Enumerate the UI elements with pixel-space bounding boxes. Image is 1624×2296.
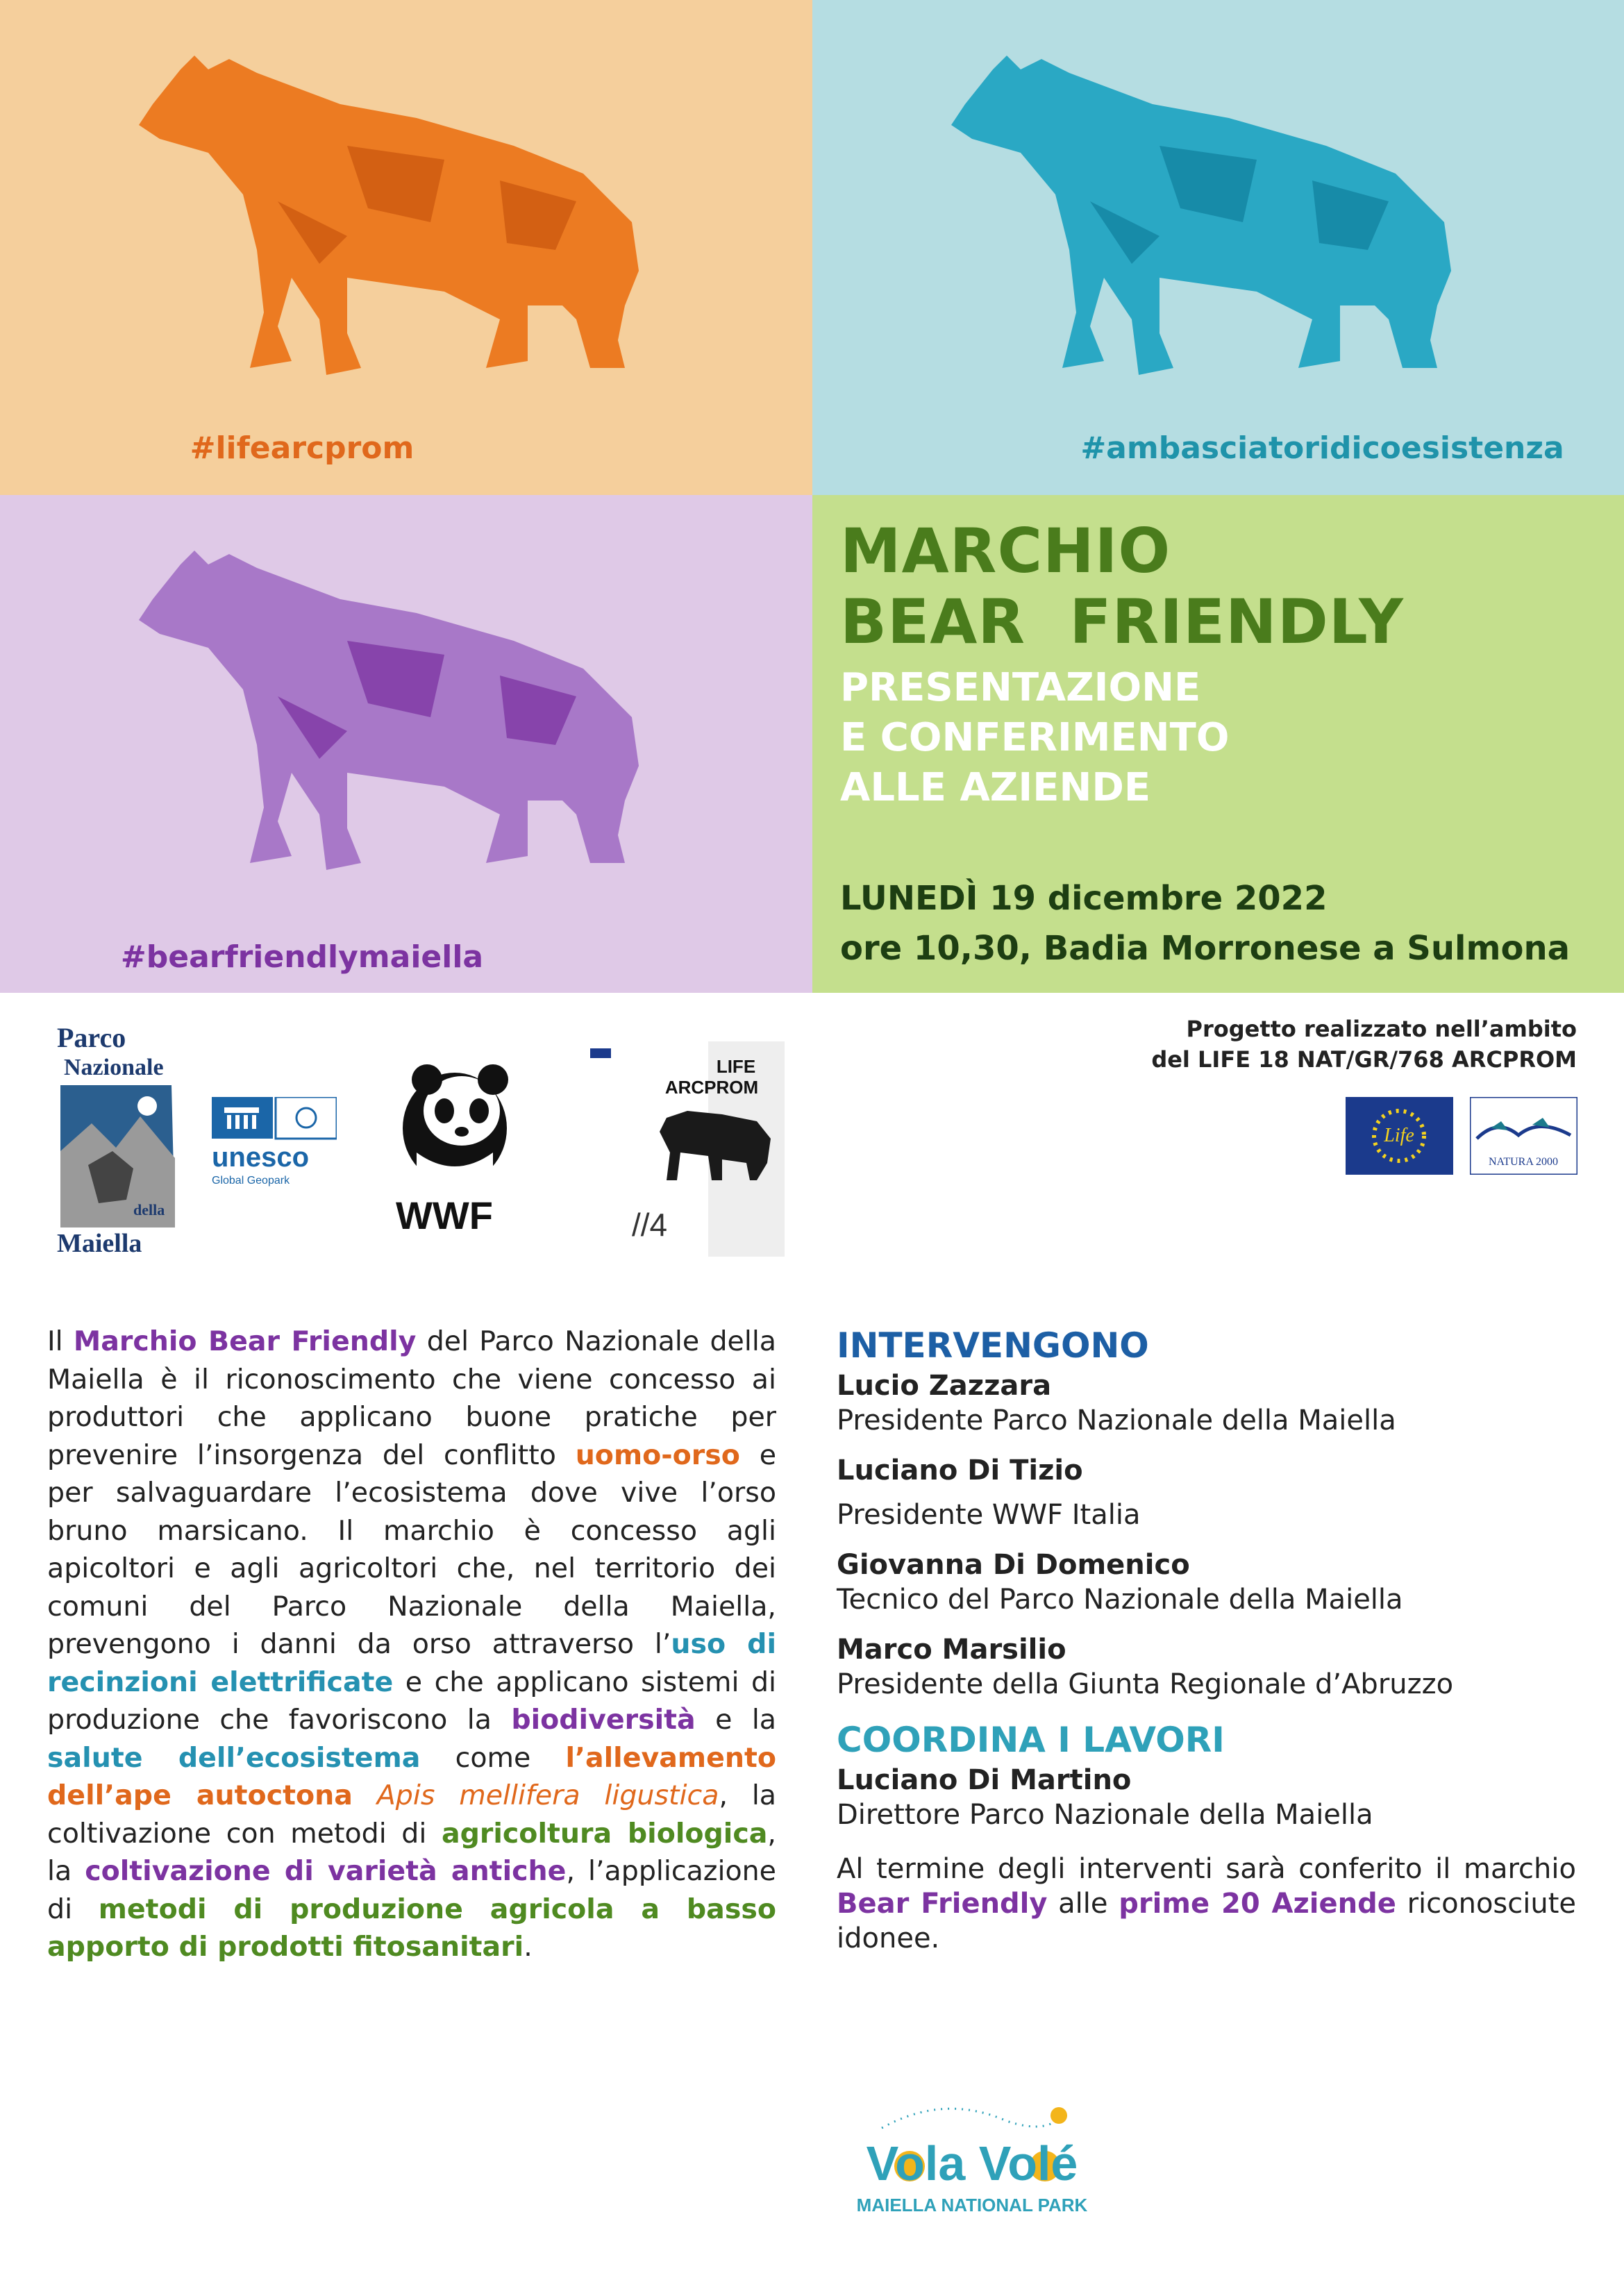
orange-bear-panel: [0, 0, 812, 495]
life-number-mark: //4: [632, 1207, 668, 1243]
closing-paragraph: [837, 1852, 1576, 1956]
speaker-item: [837, 1368, 1576, 1438]
speaker-role: Presidente della Giunta Regionale d’Abruzzo: [837, 1668, 1454, 1700]
subtitle-line-3: ALLE AZIENDE: [840, 765, 1151, 810]
highlight-prime-aziende: prime 20 Aziende: [1119, 1888, 1396, 1920]
purple-bear-illustration: [139, 537, 667, 912]
life-line1: LIFE: [716, 1056, 756, 1077]
coordinator-role: Direttore Parco Nazionale della Maiella: [837, 1799, 1373, 1831]
parco-line1: Parco: [57, 1022, 126, 1053]
speaker-item: [837, 1548, 1576, 1617]
unesco-subtext: Global Geopark: [212, 1175, 290, 1187]
eu-life-text: Life: [1384, 1125, 1414, 1146]
body-text: [353, 1779, 377, 1811]
coord-heading: COORDINA I LAVORI: [837, 1720, 1225, 1760]
speakers-section: [837, 1323, 1576, 1956]
highlight-marchio: Marchio Bear Friendly: [73, 1325, 417, 1357]
unesco-text: unesco: [212, 1142, 310, 1173]
speaker-role: Presidente Parco Nazionale della Maiella: [837, 1405, 1396, 1436]
hashtag-ambasciatoridicoesistenza: #ambasciatoridicoesistenza: [1080, 430, 1564, 466]
event-date-place: [840, 873, 1570, 973]
event-subtitle: [840, 663, 1229, 813]
title-line-1: MARCHIO: [840, 515, 1171, 587]
unesco-logo: [212, 1097, 337, 1187]
hashtag-lifearcprom: #lifearcprom: [190, 430, 415, 466]
natura-text: NATURA 2000: [1488, 1156, 1559, 1168]
description-paragraph: [47, 1323, 776, 1966]
highlight-bear-friendly: Bear Friendly: [837, 1888, 1048, 1920]
body-text: .: [524, 1931, 533, 1963]
wwf-text: WWF: [396, 1193, 493, 1236]
closing-text: Al termine degli interventi sarà conferito il marchio: [837, 1853, 1576, 1885]
life-arcprom-logo: [583, 1041, 785, 1257]
event-title: [840, 516, 1404, 657]
body-text: , la: [47, 1817, 776, 1887]
purple-bear-panel: [0, 495, 812, 993]
closing-text: alle: [1047, 1888, 1119, 1920]
highlight-salute: salute dell’ecosistema: [47, 1741, 421, 1774]
vola-vole-text: Vola Volé: [866, 2136, 1078, 2190]
body-text: , l’applicazione di: [47, 1855, 776, 1925]
speaker-name: Lucio Zazzara: [837, 1370, 1052, 1402]
project-line-1: Progetto realizzato nell’ambito: [1186, 1016, 1577, 1042]
blue-bear-illustration: [951, 42, 1479, 417]
event-title-panel: [812, 495, 1624, 993]
highlight-apis: Apis mellifera ligustica: [376, 1779, 719, 1811]
body-text: , la coltivazione con metodi di: [47, 1779, 777, 1850]
highlight-metodi: metodi di produzione agricola a basso apporto di prodotti fitosanitari: [47, 1893, 776, 1963]
life-line2: ARCPROM: [664, 1077, 759, 1098]
natura-2000-logo: [1470, 1097, 1577, 1175]
body-text: e che applicano sistemi di produzione che favoriscono la: [47, 1666, 776, 1736]
eu-life-logo: [1346, 1097, 1453, 1175]
speaker-item: [837, 1453, 1576, 1532]
highlight-varieta: coltivazione di varietà antiche: [85, 1855, 567, 1887]
subtitle-line-2: E CONFERIMENTO: [840, 715, 1230, 760]
blue-bear-panel: [812, 0, 1624, 495]
body-text: del Parco Nazionale della Maiella è il riconoscimento che viene concesso ai produttori che applicano buone pratiche per prevenire l’insorgenza del conflitto: [47, 1325, 776, 1471]
speaker-name: Giovanna Di Domenico: [837, 1549, 1190, 1581]
highlight-recinzioni: uso di recinzioni elettrificate: [47, 1628, 776, 1698]
event-date: LUNEDÌ 19 dicembre 2022: [840, 879, 1328, 918]
speaker-name: Luciano Di Tizio: [837, 1455, 1083, 1486]
project-line-2: del LIFE 18 NAT/GR/768 ARCPROM: [1151, 1046, 1577, 1073]
subtitle-line-1: PRESENTAZIONE: [840, 665, 1201, 710]
parco-line2: Nazionale: [64, 1055, 164, 1080]
project-note: [1151, 1014, 1577, 1075]
highlight-biodiversita: biodiversità: [511, 1704, 696, 1736]
hashtag-bearfriendlymaiella: #bearfriendlymaiella: [120, 939, 484, 975]
parco-maiella: Maiella: [57, 1229, 142, 1258]
vola-vole-logo: [840, 2100, 1104, 2225]
coordinator-name: Luciano Di Martino: [837, 1764, 1132, 1796]
wwf-panda-logo: [389, 1062, 521, 1236]
parco-maiella-logo: [50, 1019, 189, 1259]
highlight-agricoltura: agricoltura biologica: [441, 1817, 768, 1850]
logos-row: [0, 993, 1624, 1284]
event-time-place: ore 10,30, Badia Morronese a Sulmona: [840, 929, 1571, 968]
body-text: e per salvaguardare l’ecosistema dove vive l’orso bruno marsicano. Il marchio è concesso agli apicoltori e agli agricoltori che, nel territorio dei comuni del Parco Nazionale della Maiella, prevengono i danni da orso attraverso l’: [47, 1439, 776, 1660]
speaker-name: Marco Marsilio: [837, 1634, 1066, 1666]
parco-della: della: [133, 1201, 165, 1218]
body-text: Il: [47, 1325, 74, 1357]
speaker-role: Tecnico del Parco Nazionale della Maiella: [837, 1584, 1403, 1616]
title-line-2: BEAR FRIENDLY: [840, 586, 1404, 657]
highlight-allevamento: l’allevamento dell’ape autoctona: [47, 1741, 776, 1811]
highlight-uomo-orso: uomo-orso: [575, 1439, 740, 1471]
body-text: e la: [695, 1704, 776, 1736]
body-text: come: [420, 1741, 566, 1774]
closing-text: riconosciute idonee.: [837, 1888, 1577, 1954]
maiella-national-park-text: MAIELLA NATIONAL PARK: [856, 2195, 1088, 2215]
speaker-item: [837, 1632, 1576, 1702]
orange-bear-illustration: [139, 42, 667, 417]
coordinator-item: [837, 1763, 1576, 1832]
speaker-role: Presidente WWF Italia: [837, 1499, 1141, 1531]
speakers-heading: INTERVENGONO: [837, 1325, 1149, 1366]
